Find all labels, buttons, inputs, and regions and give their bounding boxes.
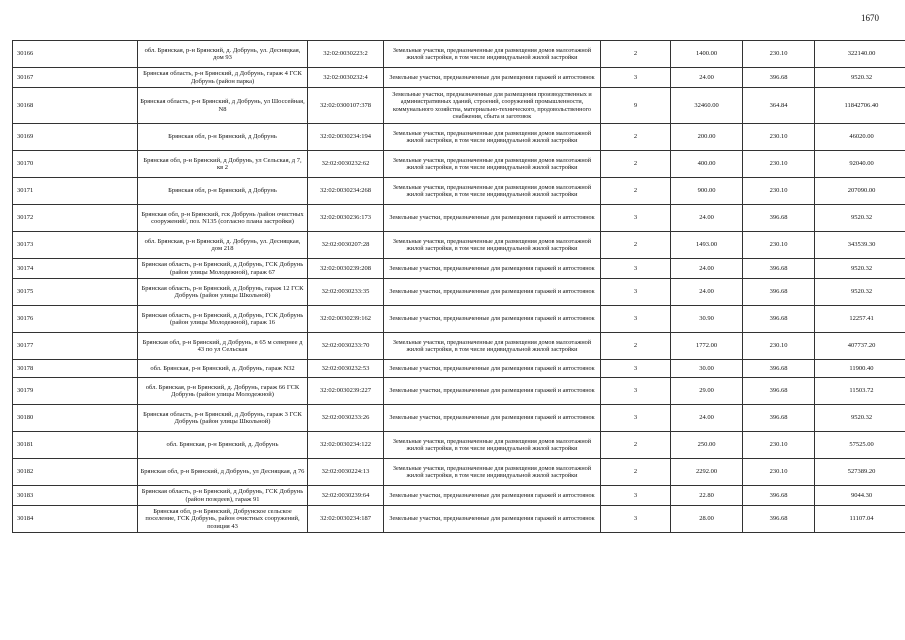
group-cell: 3 bbox=[601, 259, 671, 279]
land-use-cell: Земельные участки, предназначенные для размещения гаражей и автостоянок bbox=[384, 306, 601, 333]
group-cell: 2 bbox=[601, 178, 671, 205]
rate-cell: 230.10 bbox=[743, 178, 815, 205]
cadastral-number-cell: 32:02:0030224:13 bbox=[308, 459, 384, 486]
area-cell: 29.00 bbox=[671, 378, 743, 405]
rate-cell: 230.10 bbox=[743, 232, 815, 259]
group-cell: 3 bbox=[601, 360, 671, 378]
cadastral-number-cell: 32:02:0030234:122 bbox=[308, 432, 384, 459]
table-row bbox=[13, 205, 905, 232]
cadastral-value-cell: 9520.32 bbox=[815, 68, 905, 88]
area-cell: 2292.00 bbox=[671, 459, 743, 486]
area-cell: 250.00 bbox=[671, 432, 743, 459]
rate-cell: 230.10 bbox=[743, 432, 815, 459]
table-row bbox=[13, 68, 905, 88]
area-cell: 200.00 bbox=[671, 124, 743, 151]
land-use-cell: Земельные участки, предназначенные для размещения гаражей и автостоянок bbox=[384, 205, 601, 232]
row-number: 30169 bbox=[13, 124, 138, 151]
page-number: 1670 bbox=[861, 13, 879, 23]
area-cell: 24.00 bbox=[671, 68, 743, 88]
cadastral-value-cell: 9044.30 bbox=[815, 486, 905, 506]
row-number: 30166 bbox=[13, 41, 138, 68]
group-cell: 2 bbox=[601, 41, 671, 68]
group-cell: 2 bbox=[601, 124, 671, 151]
cadastral-value-cell: 207090.00 bbox=[815, 178, 905, 205]
land-use-cell: Земельные участки, предназначенные для размещения домов малоэтажной жилой застройки, в том числе индивидуальной жилой застройки bbox=[384, 151, 601, 178]
group-cell: 2 bbox=[601, 459, 671, 486]
area-cell: 1493.00 bbox=[671, 232, 743, 259]
cadastral-number-cell: 32:02:0030232:62 bbox=[308, 151, 384, 178]
group-cell: 3 bbox=[601, 378, 671, 405]
row-number: 30172 bbox=[13, 205, 138, 232]
row-number: 30175 bbox=[13, 279, 138, 306]
rate-cell: 364.84 bbox=[743, 88, 815, 124]
address-cell: Брянская обл, р-н Брянский, д Добрунь, в 65 м севернее д 43 по ул Сельская bbox=[138, 333, 308, 360]
group-cell: 9 bbox=[601, 88, 671, 124]
cadastral-value-cell: 11503.72 bbox=[815, 378, 905, 405]
area-cell: 400.00 bbox=[671, 151, 743, 178]
land-use-cell: Земельные участки, предназначенные для размещения гаражей и автостоянок bbox=[384, 378, 601, 405]
land-use-cell: Земельные участки, предназначенные для размещения гаражей и автостоянок bbox=[384, 405, 601, 432]
table-body bbox=[13, 41, 905, 533]
address-cell: Брянская обл, р-н Брянский, д Добрунь bbox=[138, 124, 308, 151]
group-cell: 3 bbox=[601, 205, 671, 232]
row-number: 30184 bbox=[13, 506, 138, 533]
cadastral-number-cell: 32:02:0030223:2 bbox=[308, 41, 384, 68]
row-number: 30183 bbox=[13, 486, 138, 506]
group-cell: 2 bbox=[601, 151, 671, 178]
cadastral-value-cell: 9520.32 bbox=[815, 279, 905, 306]
land-use-cell: Земельные участки, предназначенные для размещения гаражей и автостоянок bbox=[384, 486, 601, 506]
cadastral-value-cell: 11842706.40 bbox=[815, 88, 905, 124]
rate-cell: 396.68 bbox=[743, 259, 815, 279]
group-cell: 3 bbox=[601, 506, 671, 533]
area-cell: 32460.00 bbox=[671, 88, 743, 124]
address-cell: Брянская обл, р-н Брянский, гск Добрунь /район очистных сооружений/, поз. N135 (согласно плана застройки) bbox=[138, 205, 308, 232]
land-use-cell: Земельные участки, предназначенные для размещения домов малоэтажной жилой застройки, в том числе индивидуальной жилой застройки bbox=[384, 432, 601, 459]
address-cell: Брянская область, р-н Брянский, д Добрунь, гараж 4 ГСК Добрунь (район парка) bbox=[138, 68, 308, 88]
cadastral-number-cell: 32:02:0030239:227 bbox=[308, 378, 384, 405]
group-cell: 3 bbox=[601, 486, 671, 506]
group-cell: 2 bbox=[601, 333, 671, 360]
row-number: 30168 bbox=[13, 88, 138, 124]
cadastral-number-cell: 32:02:0030239:64 bbox=[308, 486, 384, 506]
address-cell: Брянская область, р-н Брянский, д Добрунь, ГСК Добрунь (район позедеев), гараж 91 bbox=[138, 486, 308, 506]
row-number: 30171 bbox=[13, 178, 138, 205]
land-use-cell: Земельные участки, предназначенные для размещения гаражей и автостоянок bbox=[384, 506, 601, 533]
area-cell: 900.00 bbox=[671, 178, 743, 205]
row-number: 30167 bbox=[13, 68, 138, 88]
cadastral-value-cell: 11107.04 bbox=[815, 506, 905, 533]
address-cell: обл. Брянская, р-н Брянский, д. Добрунь, гараж 66 ГСК Добрунь (район улицы Молодежной) bbox=[138, 378, 308, 405]
rate-cell: 396.68 bbox=[743, 306, 815, 333]
address-cell: обл. Брянская, р-н Брянский, д. Добрунь bbox=[138, 432, 308, 459]
area-cell: 28.00 bbox=[671, 506, 743, 533]
cadastral-number-cell: 32:02:0030239:208 bbox=[308, 259, 384, 279]
rate-cell: 396.68 bbox=[743, 378, 815, 405]
cadastral-number-cell: 32:02:0030233:70 bbox=[308, 333, 384, 360]
address-cell: Брянская обл, р-н Брянский, д Добрунь, ул Десняцкая, д 76 bbox=[138, 459, 308, 486]
table-row bbox=[13, 178, 905, 205]
table-row bbox=[13, 486, 905, 506]
table-row bbox=[13, 378, 905, 405]
address-cell: Брянская область, р-н Брянский, д Добрунь, гараж 3 ГСК Добрунь (район улицы Школьной) bbox=[138, 405, 308, 432]
land-use-cell: Земельные участки, предназначенные для размещения гаражей и автостоянок bbox=[384, 259, 601, 279]
table-row bbox=[13, 432, 905, 459]
cadastral-value-cell: 46020.00 bbox=[815, 124, 905, 151]
address-cell: Брянская обл, р-н Брянский, д Добрунь, ул Сельская, д 7, кв 2 bbox=[138, 151, 308, 178]
area-cell: 1772.00 bbox=[671, 333, 743, 360]
table-row bbox=[13, 259, 905, 279]
rate-cell: 230.10 bbox=[743, 41, 815, 68]
land-use-cell: Земельные участки, предназначенные для размещения домов малоэтажной жилой застройки, в том числе индивидуальной жилой застройки bbox=[384, 41, 601, 68]
group-cell: 3 bbox=[601, 279, 671, 306]
cadastral-value-table bbox=[12, 40, 905, 533]
address-cell: обл. Брянская, р-н Брянский, д. Добрунь, ул. Десняцкая, дом 218 bbox=[138, 232, 308, 259]
land-use-cell: Земельные участки, предназначенные для размещения производственных и административных зданий, строений, сооружений промышленности, коммунального хозяйства, материально-технического, продовольственного снабжения, сбыта и заготовок bbox=[384, 88, 601, 124]
land-use-cell: Земельные участки, предназначенные для размещения домов малоэтажной жилой застройки, в том числе индивидуальной жилой застройки bbox=[384, 178, 601, 205]
table-row bbox=[13, 360, 905, 378]
cadastral-value-cell: 57525.00 bbox=[815, 432, 905, 459]
cadastral-number-cell: 32:02:0030233:35 bbox=[308, 279, 384, 306]
cadastral-number-cell: 32:02:0030236:173 bbox=[308, 205, 384, 232]
rate-cell: 396.68 bbox=[743, 279, 815, 306]
cadastral-value-cell: 9520.32 bbox=[815, 205, 905, 232]
table-row bbox=[13, 405, 905, 432]
rate-cell: 230.10 bbox=[743, 333, 815, 360]
cadastral-value-cell: 407737.20 bbox=[815, 333, 905, 360]
group-cell: 3 bbox=[601, 68, 671, 88]
cadastral-value-cell: 527389.20 bbox=[815, 459, 905, 486]
rate-cell: 396.68 bbox=[743, 486, 815, 506]
row-number: 30182 bbox=[13, 459, 138, 486]
cadastral-number-cell: 32:02:0030232:4 bbox=[308, 68, 384, 88]
rate-cell: 230.10 bbox=[743, 124, 815, 151]
cadastral-number-cell: 32:02:0030207:28 bbox=[308, 232, 384, 259]
cadastral-number-cell: 32:02:0030239:162 bbox=[308, 306, 384, 333]
cadastral-number-cell: 32:02:0030234:194 bbox=[308, 124, 384, 151]
address-cell: обл. Брянская, р-н Брянский, д. Добрунь, ул. Десняцкая, дом 93 bbox=[138, 41, 308, 68]
address-cell: Брянская область, р-н Брянский, д Добрунь, ул Шоссейная, N8 bbox=[138, 88, 308, 124]
address-cell: Брянская область, р-н Брянский, д Добрунь, ГСК Добрунь (район улицы Молодежной), гараж 16 bbox=[138, 306, 308, 333]
land-use-cell: Земельные участки, предназначенные для размещения домов малоэтажной жилой застройки, в том числе индивидуальной жилой застройки bbox=[384, 333, 601, 360]
cadastral-value-cell: 12257.41 bbox=[815, 306, 905, 333]
rate-cell: 396.68 bbox=[743, 405, 815, 432]
address-cell: Брянская обл, р-н Брянский, д Добрунь bbox=[138, 178, 308, 205]
row-number: 30176 bbox=[13, 306, 138, 333]
row-number: 30181 bbox=[13, 432, 138, 459]
table-row bbox=[13, 232, 905, 259]
cadastral-value-cell: 343539.30 bbox=[815, 232, 905, 259]
row-number: 30170 bbox=[13, 151, 138, 178]
row-number: 30180 bbox=[13, 405, 138, 432]
table-row bbox=[13, 151, 905, 178]
row-number: 30177 bbox=[13, 333, 138, 360]
area-cell: 24.00 bbox=[671, 405, 743, 432]
table-row bbox=[13, 124, 905, 151]
rate-cell: 230.10 bbox=[743, 151, 815, 178]
area-cell: 24.00 bbox=[671, 259, 743, 279]
cadastral-value-cell: 9520.32 bbox=[815, 405, 905, 432]
land-use-cell: Земельные участки, предназначенные для размещения домов малоэтажной жилой застройки, в том числе индивидуальной жилой застройки bbox=[384, 124, 601, 151]
land-use-cell: Земельные участки, предназначенные для размещения гаражей и автостоянок bbox=[384, 360, 601, 378]
row-number: 30179 bbox=[13, 378, 138, 405]
rate-cell: 396.68 bbox=[743, 205, 815, 232]
group-cell: 2 bbox=[601, 232, 671, 259]
cadastral-value-cell: 9520.32 bbox=[815, 259, 905, 279]
row-number: 30173 bbox=[13, 232, 138, 259]
area-cell: 24.00 bbox=[671, 279, 743, 306]
address-cell: обл. Брянская, р-н Брянский, д. Добрунь, гараж N32 bbox=[138, 360, 308, 378]
table-row bbox=[13, 41, 905, 68]
cadastral-number-cell: 32:02:0030232:53 bbox=[308, 360, 384, 378]
land-use-cell: Земельные участки, предназначенные для размещения домов малоэтажной жилой застройки, в том числе индивидуальной жилой застройки bbox=[384, 459, 601, 486]
group-cell: 2 bbox=[601, 432, 671, 459]
area-cell: 30.00 bbox=[671, 360, 743, 378]
land-use-cell: Земельные участки, предназначенные для размещения гаражей и автостоянок bbox=[384, 279, 601, 306]
cadastral-number-cell: 32:02:0030234:187 bbox=[308, 506, 384, 533]
cadastral-value-cell: 11900.40 bbox=[815, 360, 905, 378]
cadastral-number-cell: 32:02:0030233:26 bbox=[308, 405, 384, 432]
cadastral-number-cell: 32:02:0300107:378 bbox=[308, 88, 384, 124]
row-number: 30174 bbox=[13, 259, 138, 279]
table-row bbox=[13, 279, 905, 306]
address-cell: Брянская область, р-н Брянский, д Добрунь, гараж 12 ГСК Добрунь (район улицы Школьной) bbox=[138, 279, 308, 306]
table-row bbox=[13, 506, 905, 533]
row-number: 30178 bbox=[13, 360, 138, 378]
cadastral-value-cell: 322140.00 bbox=[815, 41, 905, 68]
table-row bbox=[13, 88, 905, 124]
table-row bbox=[13, 459, 905, 486]
area-cell: 1400.00 bbox=[671, 41, 743, 68]
rate-cell: 396.68 bbox=[743, 68, 815, 88]
land-use-cell: Земельные участки, предназначенные для размещения домов малоэтажной жилой застройки, в том числе индивидуальной жилой застройки bbox=[384, 232, 601, 259]
group-cell: 3 bbox=[601, 405, 671, 432]
area-cell: 30.90 bbox=[671, 306, 743, 333]
area-cell: 24.00 bbox=[671, 205, 743, 232]
cadastral-number-cell: 32:02:0030234:268 bbox=[308, 178, 384, 205]
land-use-cell: Земельные участки, предназначенные для размещения гаражей и автостоянок bbox=[384, 68, 601, 88]
area-cell: 22.80 bbox=[671, 486, 743, 506]
table-row bbox=[13, 306, 905, 333]
cadastral-value-cell: 92040.00 bbox=[815, 151, 905, 178]
rate-cell: 396.68 bbox=[743, 360, 815, 378]
address-cell: Брянская обл, р-н Брянский, Добрунское сельское поселение, ГСК Добрунь, район очистных сооружений, позиция 43 bbox=[138, 506, 308, 533]
rate-cell: 396.68 bbox=[743, 506, 815, 533]
group-cell: 3 bbox=[601, 306, 671, 333]
rate-cell: 230.10 bbox=[743, 459, 815, 486]
address-cell: Брянская область, р-н Брянский, д Добрунь, ГСК Добрунь (район улицы Молодежной), гараж 67 bbox=[138, 259, 308, 279]
table-row bbox=[13, 333, 905, 360]
